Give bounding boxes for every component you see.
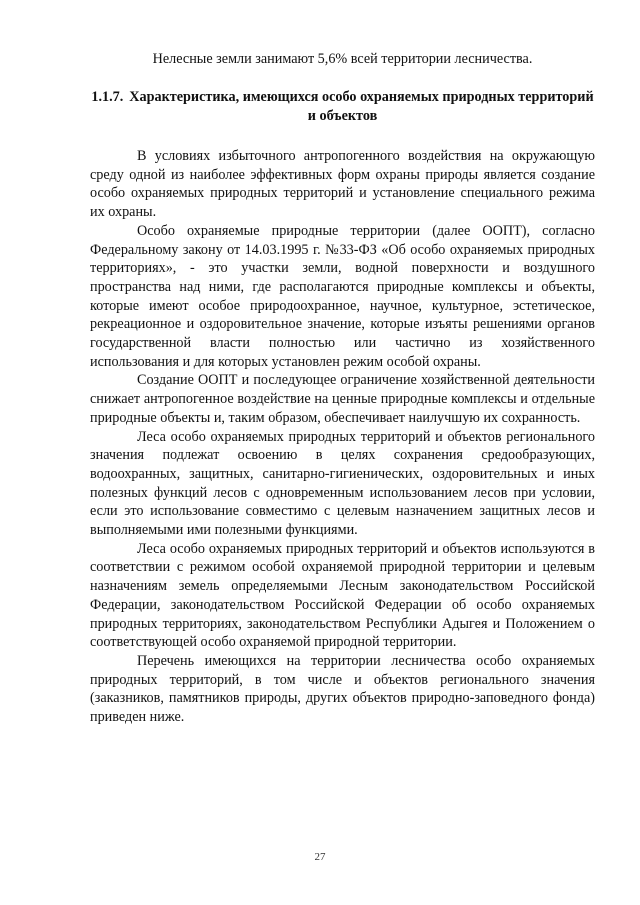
paragraph: Создание ООПТ и последующее ограничение хозяйственной деятельности снижает антропогенное воздействие на ценные природные комплексы и отдельные природные объекты и, таким образом, обеспечивает наилучшую их сохранность. (90, 372, 595, 426)
paragraph: Леса особо охраняемых природных территорий и объектов регионального значения подлежат освоению в целях сохранения средообразующих, водоохранных, защитных, санитарно-гигиенических, оздоровительных и иных полезных функций лесов с одновременным использованием лесов при условии, если это использование совместимо с целевым назначением защитных лесов и выполняемыми ими полезными функциями. (90, 428, 595, 539)
paragraph: Леса особо охраняемых природных территорий и объектов используются в соответствии с режимом особой охраняемой природной территории и целевым назначениям земель определяемыми Лесным законодательством Российской Федерации, законодательством Российской Федерации об особо охраняемых природных территориях, законодательством Республики Адыгея и Положением о соответствующей особо охраняемой природной территории. (90, 540, 595, 651)
page-content (90, 49, 595, 727)
section-heading (90, 88, 595, 126)
section-number: 1.1.7. (91, 89, 124, 105)
paragraph: Перечень имеющихся на территории лесничества особо охраняемых природных территорий, в том числе и объектов регионального значения (заказников, памятников природы, других объектов природно-заповедного фонда) приведен ниже. (90, 652, 595, 726)
intro-line: Нелесные земли занимают 5,6% всей территории лесничества. (152, 51, 533, 67)
section-title: Характеристика, имеющихся особо охраняемых природных территорий и объектов (129, 89, 594, 124)
paragraph: Особо охраняемые природные территории (далее ООПТ), согласно Федеральному закону от 14.03.1995 г. №33-ФЗ «Об особо охраняемых природных территориях», - это участки земли, водной поверхности и воздушного пространства над ними, где располагаются природные комплексы и объекты, которые имеют особое природоохранное, научное, культурное, эстетическое, рекреационное и оздоровительное значение, которые изъяты решениями органов государственной власти полностью или частично из хозяйственного использования и для которых установлен режим особой охраны. (90, 222, 595, 370)
page-number: 27 (314, 851, 326, 863)
paragraph: В условиях избыточного антропогенного воздействия на окружающую среду одной из наиболее эффективных форм охраны природы является создание особо охраняемых природных территорий и установление специального режима их охраны. (90, 148, 595, 221)
body-text (90, 147, 595, 727)
